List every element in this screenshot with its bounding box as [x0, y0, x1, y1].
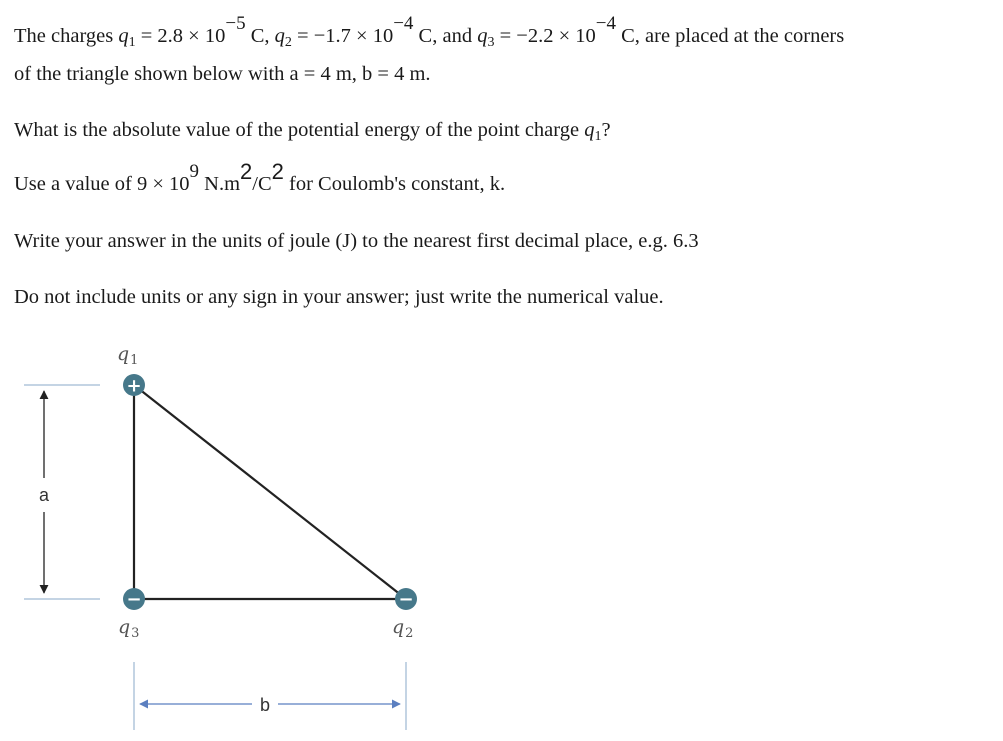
question-q-subscript: 1	[594, 129, 602, 144]
k-unit-nm: N.m	[199, 173, 241, 195]
q2-label-sub: 2	[405, 626, 414, 641]
side-a-label: a	[38, 485, 50, 505]
intro-text: The charges	[14, 25, 119, 47]
k-value-text: Use a value of 9 × 10	[14, 173, 190, 195]
q1-label-sub: 1	[130, 353, 139, 368]
q1-unit: C,	[245, 25, 275, 47]
question-q-letter: q	[584, 119, 595, 141]
k-exponent: 9	[189, 161, 200, 182]
question-mark: ?	[601, 119, 611, 141]
q2-letter: q	[274, 25, 285, 47]
minus-sign-icon: −	[126, 589, 142, 610]
q2-value: = −1.7 × 10	[291, 25, 394, 47]
q1-label	[117, 343, 138, 368]
q1-exponent: −5	[225, 13, 246, 34]
q3-tail: C, are placed at the corners	[615, 25, 845, 47]
side-b-label: b	[259, 695, 271, 715]
question-text: What is the absolute value of the potential energy of the point charge	[14, 119, 585, 141]
charge-q3	[123, 588, 145, 610]
q2-unit: C, and	[413, 25, 478, 47]
q2-subscript: 2	[284, 35, 292, 50]
q3-value: = −2.2 × 10	[494, 25, 596, 47]
q2-label	[392, 616, 413, 641]
triangle-hypotenuse	[134, 385, 406, 599]
plus-sign-icon: +	[126, 375, 142, 397]
q1-value: = 2.8 × 10	[135, 25, 226, 47]
q3-label-sub: 3	[131, 626, 140, 641]
k-unit-exp-m: 2	[240, 159, 253, 184]
q1-subscript: 1	[128, 35, 136, 50]
minus-sign-icon: −	[398, 589, 414, 610]
q3-label-letter: q	[118, 616, 131, 638]
q3-exponent: −4	[595, 13, 616, 34]
sign-instruction-text: Do not include units or any sign in your answer; just write the numerical value.	[14, 286, 664, 308]
k-unit-exp-c: 2	[271, 159, 284, 184]
charge-q1	[123, 374, 145, 397]
k-unit-c: /C	[252, 173, 272, 195]
q1-label-letter: q	[117, 343, 130, 365]
units-instruction-text: Write your answer in the units of joule (J) to the nearest first decimal place, e.g. 6.3	[14, 230, 699, 252]
k-tail-text: for Coulomb's constant, k.	[283, 173, 506, 195]
q3-subscript: 3	[487, 35, 495, 50]
q3-letter: q	[477, 25, 488, 47]
triangle-dimensions-text: of the triangle shown below with a = 4 m, b = 4 m.	[14, 63, 431, 85]
q2-label-letter: q	[392, 616, 405, 638]
q3-label	[118, 616, 139, 641]
charge-q2	[395, 588, 417, 610]
q2-exponent: −4	[393, 13, 414, 34]
q1-letter: q	[118, 25, 129, 47]
